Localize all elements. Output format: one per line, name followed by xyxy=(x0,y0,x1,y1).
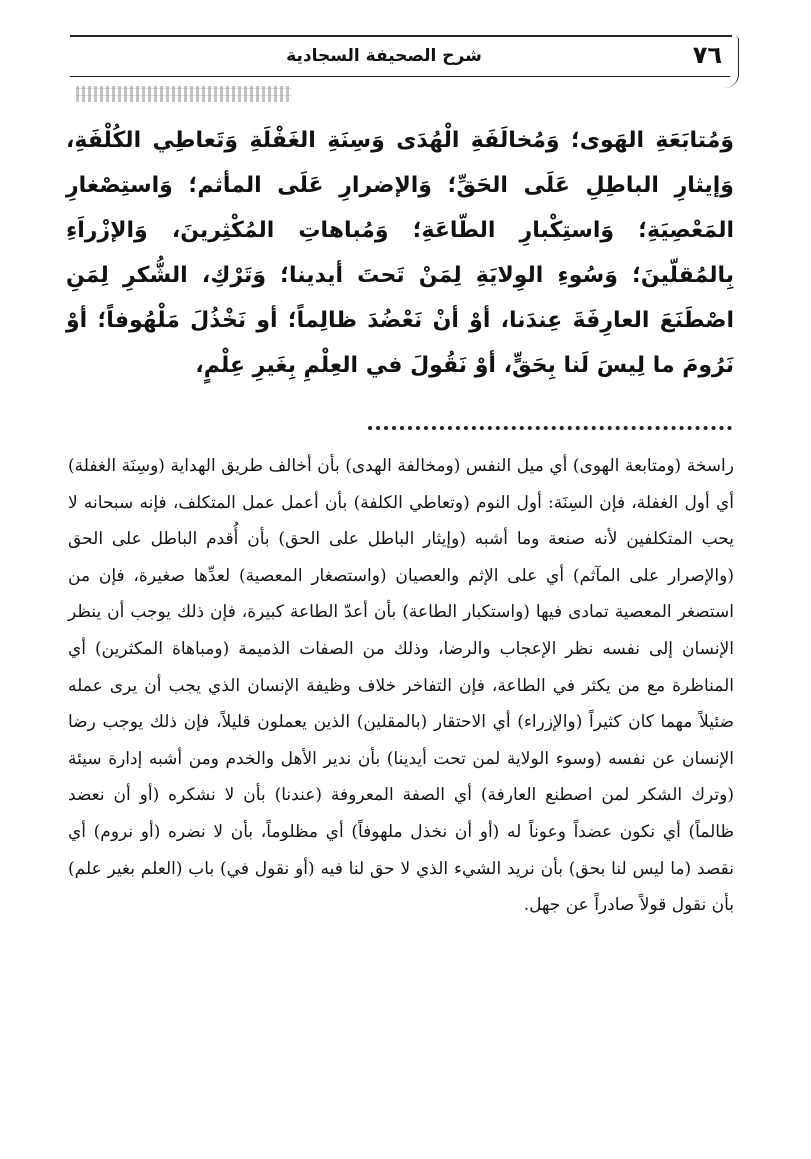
page-number: ٧٦ xyxy=(692,41,722,69)
header-top-rule xyxy=(70,35,732,37)
supplication-text-block xyxy=(66,118,734,388)
header-bottom-rule xyxy=(70,76,730,77)
dotted-separator xyxy=(368,426,732,430)
commentary-text-block xyxy=(68,448,734,924)
supplication-paragraph: وَمُتابَعَةِ الهَوى؛ وَمُخالَفَةِ الْهُدَى وَسِنَةِ الغَفْلَةِ وَتَعاطِي الكُلْفَةِ، وَإيثارِ الباطِلِ عَلَى الحَقِّ؛ وَالإضرارِ عَلَى المأثم؛ وَاستِصْغارِ المَعْصِيَةِ؛ وَاستِكْبارِ الطّاعَةِ؛ وَمُباهاتِ المُكْثِرينَ، وَالإزْراَءِ بِالمُقلّينَ؛ وَسُوءِ الوِلايَةِ لِمَنْ تَحتَ أيدينا؛ وَتَرْكِ، الشُّكرِ لِمَنِ اصْطَنَعَ العارِفَةَ عِندَنا، أوْ أنْ نَعْضُدَ ظالِماً؛ أو نَخْذُلَ مَلْهُوفاً؛ أوْ نَرُومَ ما لِيسَ لَنا بِحَقٍّ، أوْ نَقُولَ في العِلْمِ بِغَيرِ عِلْمٍ، xyxy=(66,128,734,378)
running-title: شرح الصحيفة السجادية xyxy=(286,46,482,66)
commentary-paragraph: راسخة (ومتابعة الهوى) أي ميل النفس (ومخالفة الهدى) بأن أخالف طريق الهداية (وسِنَة الغفلة) أي أول الغفلة، فإن السِنَة: أول النوم (وتعاطي الكلفة) بأن أعمل عمل المتكلف، فإنه سبحانه لا يحب المتكلفين لأنه صنعة وما أشبه (وإيثار الباطل على الحق) بأن أُقدم الباطل على الحق (والإصرار على المآثم) أي على الإثم والعصيان (واستصغار المعصية) لعدِّها صغيرة، فإن من استصغر المعصية تمادى فيها (واستكبار الطاعة) بأن أعدّ الطاعة كبيرة، فإن ذلك يوجب أن ينظر الإنسان إلى نفسه نظر الإعجاب والرضا، وذلك من الصفات الذميمة (ومباهاة المكثرين) أي المناظرة مع من يكثر في الطاعة، فإن التفاخر خلاف وظيفة الإنسان الذي يجب أن يرى عمله ضئيلاً مهما كان كثيراً (والإزراء) أي الاحتقار (بالمقلين) الذين يعملون قليلاً، فإن ذلك يوجب رضا الإنسان عن نفسه (وسوء الولاية لمن تحت أيدينا) بأن ندير الأهل والخدم ومن أشبه إدارة سيئة (وترك الشكر لمن اصطنع العارفة) أي الصفة المعروفة (عندنا) بأن لا نشكره (أو أن نعضد ظالماً) أي نكون عضداً وعوناً له (أو أن نخذل ملهوفاً) أي مظلوماً، بأن لا نضره (أو نروم) أي نقصد (ما ليس لنا بحق) بأن نريد الشيء الذي لا حق لنا فيه (أو نقول في) باب (العلم بغير علم) بأن نقول قولاً صادراً عن جهل. xyxy=(68,456,734,916)
scan-artifact xyxy=(76,86,292,102)
